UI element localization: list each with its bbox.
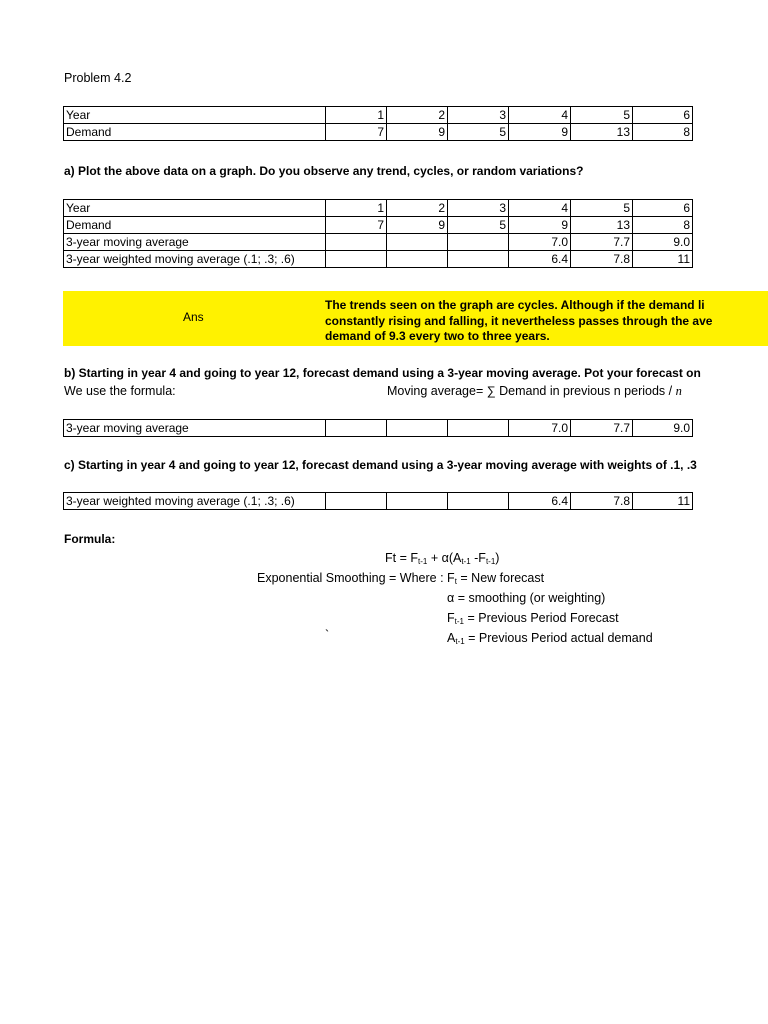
table-row [64, 493, 693, 510]
row-label: 3-year weighted moving average (.1; .3; .6) [64, 251, 326, 268]
table-row [64, 234, 693, 251]
formula-subscript: t [454, 577, 457, 586]
question-c: c) Starting in year 4 and going to year 12, forecast demand using a 3-year moving average with weights of .1, .3 [64, 458, 697, 472]
formula-part: + α(A [427, 551, 462, 565]
table-cell: 5 [571, 107, 633, 124]
table-cell: 8 [633, 217, 693, 234]
table-cell: 3 [448, 200, 509, 217]
row-label: Demand [64, 217, 326, 234]
table-cell: 6 [633, 200, 693, 217]
table-cell: 8 [633, 124, 693, 141]
formula-subscript: t-1 [454, 617, 464, 626]
table-row [64, 200, 693, 217]
question-a: a) Plot the above data on a graph. Do you observe any trend, cycles, or random variations? [64, 164, 584, 178]
table-cell [387, 493, 448, 510]
table-cell: 7.0 [509, 420, 571, 437]
exponential-smoothing-where [257, 571, 544, 586]
row-label: 3-year moving average [64, 234, 326, 251]
table-cell: 9.0 [633, 420, 693, 437]
table-cell: 1 [326, 200, 387, 217]
table-cell: 6.4 [509, 493, 571, 510]
answer-label: Ans [183, 310, 204, 324]
table-cell [448, 493, 509, 510]
table-cell: 7 [326, 217, 387, 234]
table-cell: 3 [448, 107, 509, 124]
table-cell: 9 [387, 217, 448, 234]
formula-part: -F [470, 551, 486, 565]
forecast-summary-table [63, 199, 693, 268]
table-cell: 4 [509, 200, 571, 217]
table-cell [326, 234, 387, 251]
question-b: b) Starting in year 4 and going to year 12, forecast demand using a 3-year moving average. Pot your forecast on [64, 366, 701, 380]
formula-part: F [447, 611, 455, 625]
table-cell: 7 [326, 124, 387, 141]
answer-line: demand of 9.3 every two to three years. [325, 329, 550, 343]
row-label: 3-year weighted moving average (.1; .3; .6) [64, 493, 326, 510]
table-cell: 1 [326, 107, 387, 124]
table-cell [326, 493, 387, 510]
formula-subscript: t-1 [418, 557, 428, 566]
formula-subscript: t-1 [455, 637, 465, 646]
table-cell: 7.0 [509, 234, 571, 251]
previous-forecast-definition [447, 611, 619, 626]
row-label: Year [64, 107, 326, 124]
row-label: 3-year moving average [64, 420, 326, 437]
table-cell [387, 420, 448, 437]
table-cell: 13 [571, 124, 633, 141]
table-row [64, 217, 693, 234]
formula-part: = Previous Period Forecast [463, 611, 619, 625]
formula-part: Exponential Smoothing = Where : F [257, 571, 455, 585]
table-cell: 7.8 [571, 251, 633, 268]
table-cell [448, 234, 509, 251]
formula-part: ) [495, 551, 500, 565]
table-cell [448, 251, 509, 268]
table-cell: 2 [387, 107, 448, 124]
table-cell: 7.7 [571, 420, 633, 437]
table-cell [326, 251, 387, 268]
table-cell: 4 [509, 107, 571, 124]
answer-line: The trends seen on the graph are cycles. Although if the demand li [325, 298, 705, 312]
table-cell: 9 [509, 124, 571, 141]
table-cell: 13 [571, 217, 633, 234]
table-cell: 11 [633, 251, 693, 268]
table-cell [387, 234, 448, 251]
table-cell [448, 420, 509, 437]
table-cell: 9 [387, 124, 448, 141]
moving-average-table [63, 419, 693, 437]
table-cell: 6.4 [509, 251, 571, 268]
table-cell: 7.8 [571, 493, 633, 510]
table-cell: 5 [571, 200, 633, 217]
formula-part: = Previous Period actual demand [464, 631, 653, 645]
table-cell: 7.7 [571, 234, 633, 251]
table-cell: 5 [448, 124, 509, 141]
formula-subscript: t-1 [461, 557, 471, 566]
page-title: Problem 4.2 [64, 71, 132, 85]
row-label: Year [64, 200, 326, 217]
table-row [64, 420, 693, 437]
table-cell [326, 420, 387, 437]
table-cell: 9.0 [633, 234, 693, 251]
formula-part: = New forecast [456, 571, 545, 585]
table-cell: 5 [448, 217, 509, 234]
backtick-mark: ` [325, 628, 330, 642]
table-cell: 9 [509, 217, 571, 234]
previous-demand-definition [447, 631, 653, 646]
table-row [64, 124, 693, 141]
weighted-moving-average-table [63, 492, 693, 510]
formula-subscript: t-1 [485, 557, 496, 566]
table-cell: 6 [633, 107, 693, 124]
table-cell [387, 251, 448, 268]
moving-average-formula [387, 384, 682, 399]
we-use-formula: We use the formula: [64, 384, 176, 398]
formula-part: A [447, 631, 456, 645]
table-cell: 11 [633, 493, 693, 510]
table-row [64, 107, 693, 124]
formula-label: Formula: [64, 532, 116, 546]
formula-part: Ft = F [385, 551, 418, 565]
demand-table [63, 106, 693, 141]
answer-text [325, 298, 768, 345]
table-cell: 2 [387, 200, 448, 217]
answer-line: constantly rising and falling, it nevertheless passes through the ave [325, 313, 713, 328]
row-label: Demand [64, 124, 326, 141]
table-row [64, 251, 693, 268]
moving-average-formula-text: Moving average= ∑ Demand in previous n periods / [387, 384, 673, 398]
exponential-smoothing-equation [385, 551, 499, 566]
alpha-definition: α = smoothing (or weighting) [447, 591, 606, 605]
moving-average-n: n [675, 384, 682, 398]
